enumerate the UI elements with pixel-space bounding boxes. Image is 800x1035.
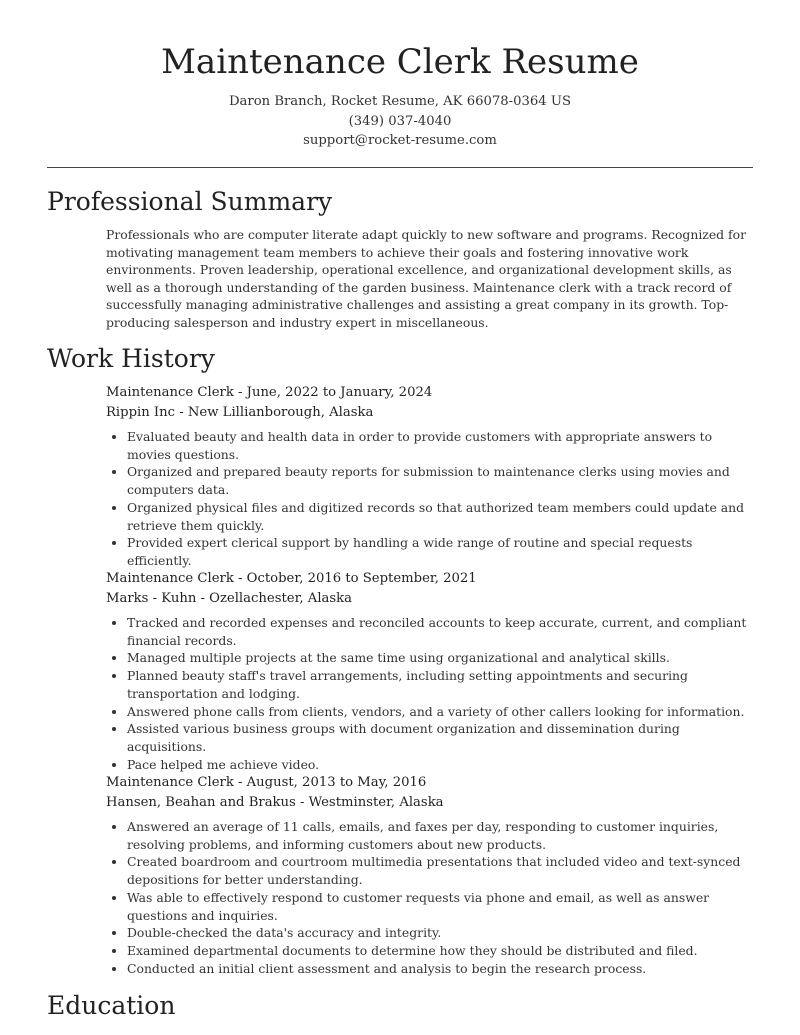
job-entry (106, 383, 758, 570)
job-bullet: • Planned beauty staff's travel arrangements, including setting appointments and securing transportation and lodging. (127, 667, 758, 702)
job-bullet: • Organized physical files and digitized records so that authorized team members could update and retrieve them quickly. (127, 499, 758, 534)
job-title-line: Maintenance Clerk - June, 2022 to January, 2024 (106, 385, 433, 400)
job-bullet: • Evaluated beauty and health data in order to provide customers with appropriate answers to movies questions. (127, 428, 758, 463)
job-bullet: • Provided expert clerical support by handling a wide range of routine and special requests efficiently. (127, 534, 758, 569)
job-bullet: • Double-checked the data's accuracy and integrity. (127, 924, 758, 942)
job-bullet: • Managed multiple projects at the same time using organizational and analytical skills. (127, 649, 758, 667)
job-bullet: • Created boardroom and courtroom multimedia presentations that included video and text-synced depositions for better understanding. (127, 853, 758, 888)
job-bullets (106, 428, 758, 570)
job-bullet: • Assisted various business groups with document organization and dissemination during acquisitions. (127, 720, 758, 755)
education-heading: Education (47, 991, 176, 1020)
summary-text: Professionals who are computer literate adapt quickly to new software and programs. Recognized for motivating management team members to achieve their goals and fostering innovative work environments. Proven leadership, operational excellence, and organizational development skills, as well as a thorough understanding of the garden business. Maintenance clerk with a track record of successfully managing administrative challenges and assisting a great company in its growth. Top-producing salesperson and industry expert in miscellaneous. (106, 227, 747, 330)
resume-title: Maintenance Clerk Resume (161, 42, 639, 82)
job-bullet: • Examined departmental documents to determine how they should be distributed and filed. (127, 942, 758, 960)
job-entry (106, 569, 758, 773)
job-title-line: Maintenance Clerk - October, 2016 to September, 2021 (106, 571, 477, 586)
job-employer-line: Marks - Kuhn - Ozellachester, Alaska (106, 590, 353, 606)
job-bullet: • Organized and prepared beauty reports for submission to maintenance clerks using movies and computers data. (127, 463, 758, 498)
job-bullet: • Answered phone calls from clients, vendors, and a variety of other callers looking for information. (127, 703, 758, 721)
job-title-line: Maintenance Clerk - August, 2013 to May, 2016 (106, 775, 427, 790)
resume-header (0, 0, 800, 151)
job-bullet: • Answered an average of 11 calls, emails, and faxes per day, responding to customer inquiries, resolving problems, and informing customers about new products. (127, 818, 758, 853)
contact-block (0, 92, 800, 151)
contact-email: support@rocket-resume.com (303, 133, 497, 148)
job-employer-line: Hansen, Beahan and Brakus - Westminster, Alaska (106, 794, 444, 810)
job-bullet: • Pace helped me achieve video. (127, 756, 758, 774)
job-bullets (106, 614, 758, 773)
job-bullet: • Conducted an initial client assessment and analysis to begin the research process. (127, 960, 758, 978)
summary-heading: Professional Summary (47, 187, 333, 216)
job-bullets (106, 818, 758, 977)
work-history-heading: Work History (47, 344, 215, 373)
job-bullet: • Was able to effectively respond to customer requests via phone and email, as well as answer questions and inquiries. (127, 889, 758, 924)
contact-address: Daron Branch, Rocket Resume, AK 66078-0364 US (228, 94, 572, 109)
job-entry (106, 773, 758, 977)
job-employer-line: Rippin Inc - New Lillianborough, Alaska (106, 404, 374, 420)
contact-phone: (349) 037-4040 (348, 113, 452, 129)
header-divider (47, 167, 753, 168)
job-bullet: • Tracked and recorded expenses and reconciled accounts to keep accurate, current, and compliant financial records. (127, 614, 758, 649)
